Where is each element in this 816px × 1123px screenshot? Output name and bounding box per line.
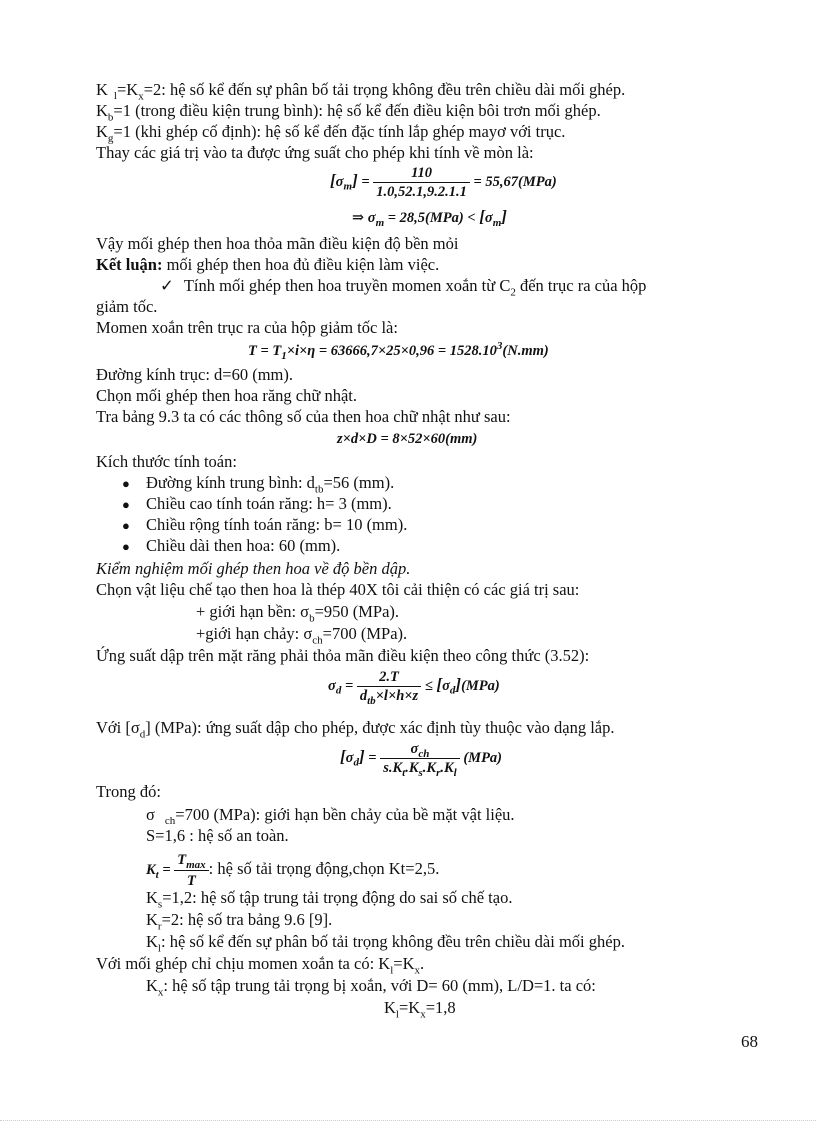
bullet-length: Chiều dài then hoa: 60 (mm). <box>146 536 341 555</box>
bullet-icon: ● <box>122 518 130 533</box>
line-kb: $K_b=1$ (trong điều kiện trung bình): hệ số kể đến điều kiện bôi trơn mối ghép. <box>96 101 601 124</box>
equation-crush-stress: $\sigma_d$ = $\frac{2.T}{d_{tb}\times l\times h\times z}$ ≤ $[\sigma_d](MPa)$ <box>328 669 500 707</box>
line-trongdo: Trong đó: <box>96 782 161 801</box>
bullet-icon: ● <box>122 476 130 491</box>
line-momenxoan: Với mối ghép chỉ chịu momen xoắn ta có: $K_l=K_x$. <box>96 954 425 977</box>
line-kg: $K_g=1$ (khi ghép cố định): hệ số kể đến đặc tính lắp ghép mayơ với trục. <box>96 122 566 145</box>
line-voi: Với $[\sigma_d]$ (MPa): ứng suất dập cho phép, được xác định tùy thuộc vào dạng lắp. <box>96 718 615 741</box>
page-number: 68 <box>741 1032 758 1051</box>
equation-allowable-stress: $[\sigma_d]$ = $\frac{\sigma_{ch}}{s.K_t.K_s.K_r.K_l}$ (MPa) <box>340 741 503 779</box>
line-kr: $K_r=2$: hệ số tra bảng 9.6 [9]. <box>146 910 333 933</box>
line-ks: $K_s=1,2$: hệ số tập trung tải trọng động do sai số chế tạo. <box>146 888 513 911</box>
line-vatlieu: Chọn vật liệu chế tạo then hoa là thép 40X tôi cải thiện có các giá trị sau: <box>96 580 580 599</box>
bullet-h: Chiều cao tính toán răng: h= 3 (mm). <box>146 494 392 513</box>
line-momen: Momen xoắn trên trục ra của hộp giảm tốc là: <box>96 318 398 337</box>
line-kl-desc: $K_l$: hệ số kể đến sự phân bố tải trọng không đều trên chiều dài mối ghép. <box>146 932 625 955</box>
bullet-icon: ● <box>122 539 130 554</box>
equation-wear-stress: $[\sigma_m]$ = $\frac{110}{1.0,52.1,9.2.1.1}$ = 55,67(MPa) <box>330 165 557 200</box>
check-icon: ✓ <box>160 276 174 295</box>
line-duongkinh: Đường kính trục: d=60 (mm). <box>96 365 293 384</box>
line-ungsuat: Ứng suất dập trên mặt răng phải thỏa mãn điều kiện theo công thức (3.52): <box>96 646 590 665</box>
line-kl: K $_l=K_x=2$: hệ số kể đến sự phân bố tải trọng không đều trên chiều dài mối ghép. <box>96 80 626 103</box>
line-sigma-ch: σ $_{ch}$=700 (MPa): giới hạn bền chảy của bề mặt vật liệu. <box>146 805 515 828</box>
footer-divider <box>0 1120 816 1121</box>
line-tinh: ✓ Tính mối ghép then hoa truyền momen xoắn từ $C_2$ đến trục ra của hộp <box>160 276 647 299</box>
line-kt: $K_t$ = $\frac{T_{max}}{T}$ : hệ số tải trọng động,chọn Kt=2,5. <box>146 852 440 889</box>
equation-spline-size: z×d×D = 8×52×60(mm) <box>337 431 478 447</box>
equation-torque: $T = T_1\times i\times\eta = 63666,7\times 25\times 0,96 = 1528.10^3(N.mm)$ <box>248 340 549 362</box>
line-gioihanben: + giới hạn bền: $\sigma_b=950$ (MPa). <box>196 602 400 625</box>
line-kichthuoc: Kích thước tính toán: <box>96 452 237 471</box>
bullet-b: Chiều rộng tính toán răng: b= 10 (mm). <box>146 515 408 534</box>
line-kx: $K_x$: hệ số tập trung tải trọng bị xoắn, với D= 60 (mm), L/D=1. ta có: <box>146 976 596 999</box>
line-trabang: Tra bảng 9.3 ta có các thông số của then hoa chữ nhật như sau: <box>96 407 511 426</box>
line-chon: Chọn mối ghép then hoa răng chữ nhật. <box>96 386 357 405</box>
line-ketluan: Kết luận: mối ghép then hoa đủ điều kiện làm việc. <box>96 255 440 274</box>
line-kl-value: $K_l=K_x=1,8$ <box>384 998 456 1021</box>
equation-wear-check: ⇒ $\sigma_m = 28,5(MPa) < [\sigma_m]$ <box>352 207 507 229</box>
line-giamtoc: giảm tốc. <box>96 297 158 316</box>
line-kiemnghiem: Kiểm nghiệm mối ghép then hoa về độ bền dập. <box>96 559 411 578</box>
bullet-icon: ● <box>122 497 130 512</box>
line-s: S=1,6 : hệ số an toàn. <box>146 826 289 845</box>
line-vay: Vậy mối ghép then hoa thỏa mãn điều kiện độ bền mỏi <box>96 234 459 253</box>
bullet-dtb: Đường kính trung bình: $d_{tb}=56$ (mm). <box>146 473 395 496</box>
line-thay: Thay các giá trị vào ta được ứng suất cho phép khi tính về mòn là: <box>96 143 534 162</box>
line-gioihanchay: +giới hạn chảy: $\sigma_{ch}=700$ (MPa). <box>196 624 408 647</box>
